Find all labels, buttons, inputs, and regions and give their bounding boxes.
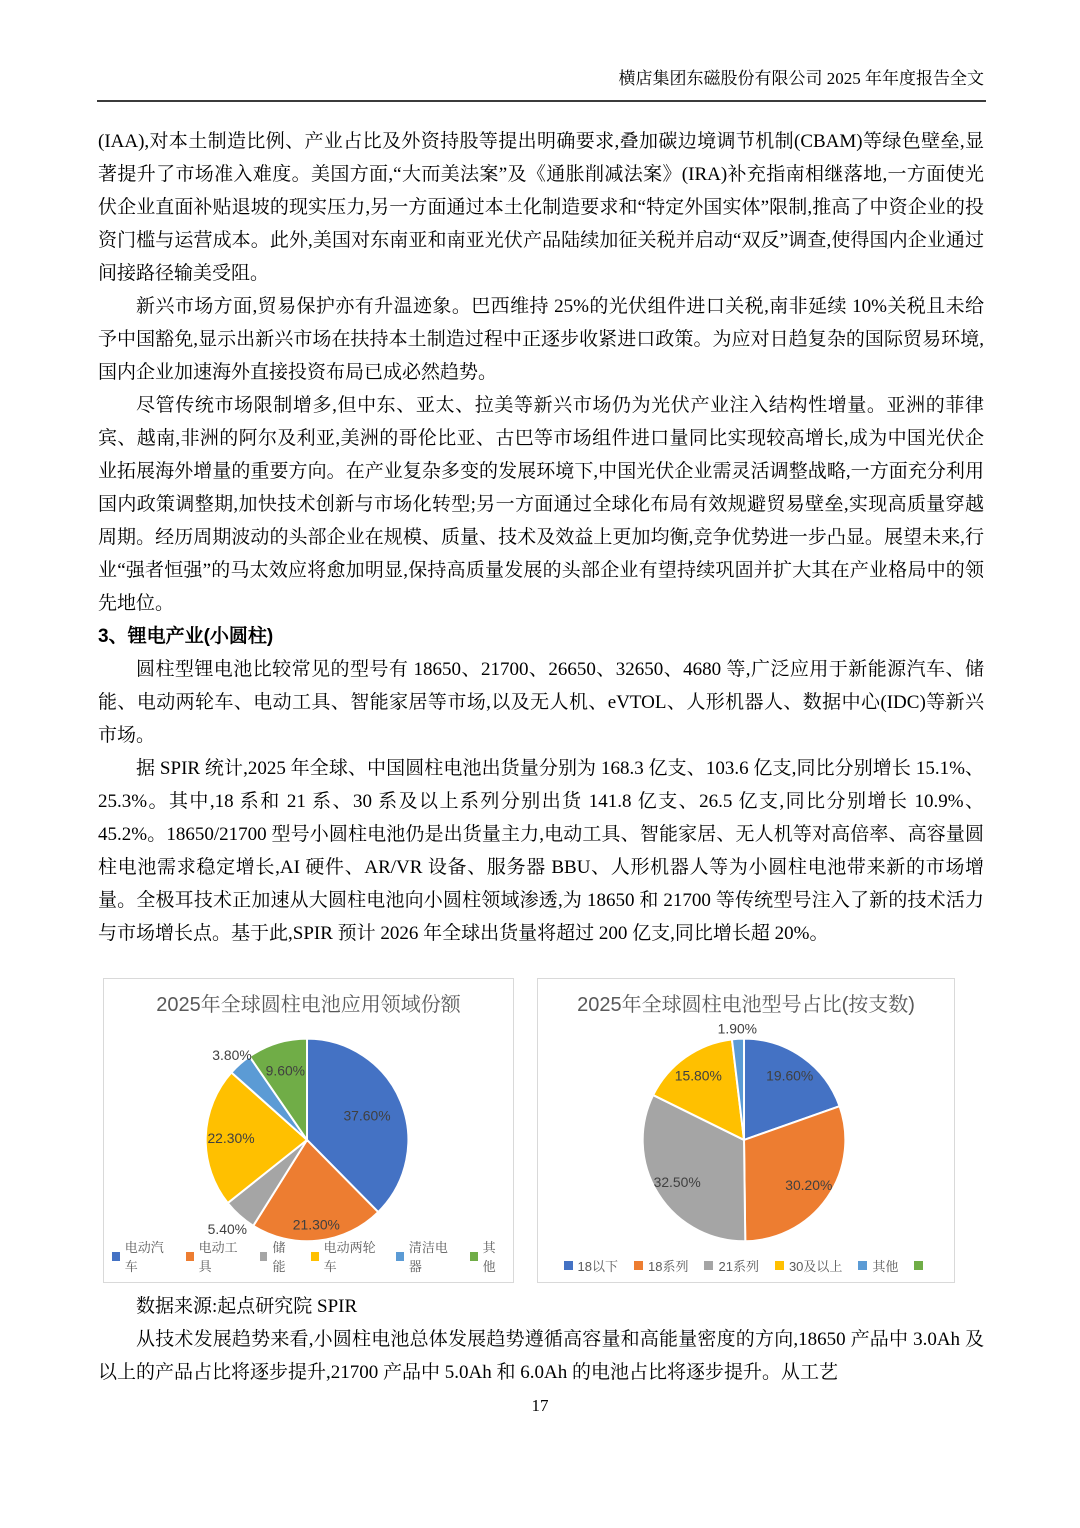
pie-data-label: 15.80%: [674, 1067, 722, 1084]
paragraph-tech-trend: 从技术发展趋势来看,小圆柱电池总体发展趋势遵循高容量和高能量密度的方向,18650 产品中 3.0Ah 及以上的产品占比将逐步提升,21700 产品中 5.0Ah 和 6.0Ah 的电池占比将逐步提升。从工艺: [98, 1329, 984, 1383]
legend-label: 其他: [482, 1240, 496, 1274]
pie-data-label: 21.30%: [292, 1216, 340, 1233]
legend-marker: [564, 1261, 573, 1270]
paragraph-cylindrical-models: 圆柱型锂电池比较常见的型号有 18650、21700、26650、32650、4680 等,广泛应用于新能源汽车、储能、电动两轮车、电动工具、智能家居等市场,以及无人机、eVTOL、人形机器人、数据中心(IDC)等新兴市场。: [98, 659, 984, 746]
legend-item: [564, 1256, 618, 1275]
chart-title: 2025年全球圆柱电池应用领域份额: [156, 994, 461, 1016]
page-header: 横店集团东磁股份有限公司 2025 年年度报告全文: [618, 69, 984, 88]
data-source-caption: 数据来源:起点研究院 SPIR: [136, 1296, 358, 1317]
legend-item: [260, 1237, 295, 1275]
pie-chart-model-share: [537, 978, 955, 1283]
legend-marker: [775, 1261, 784, 1270]
legend-marker: [470, 1252, 478, 1261]
legend-item: [186, 1237, 244, 1275]
pie-canvas: [538, 979, 954, 1282]
legend-label: 电动汽车: [124, 1240, 164, 1274]
pie-data-label: 32.50%: [653, 1174, 701, 1191]
pie-data-label: 5.40%: [207, 1221, 248, 1238]
legend-marker: [858, 1261, 867, 1270]
legend-label: 30及以上: [788, 1259, 843, 1274]
legend-marker: [634, 1261, 643, 1270]
legend-label: 21系列: [718, 1259, 759, 1274]
legend-label: 电动工具: [198, 1240, 238, 1274]
legend-item: [634, 1256, 688, 1275]
legend-marker: [311, 1252, 319, 1261]
legend-item: [311, 1237, 380, 1275]
pie-svg: [538, 979, 954, 1282]
header-rule: [97, 100, 986, 102]
chart-legend: [538, 1256, 954, 1275]
legend-marker: [260, 1252, 268, 1261]
legend-marker: [396, 1252, 404, 1261]
legend-label: 清洁电器: [408, 1240, 448, 1274]
pie-data-label: 22.30%: [207, 1129, 255, 1146]
pie-data-label: 37.60%: [343, 1107, 391, 1124]
pie-data-label: 19.60%: [766, 1067, 814, 1084]
legend-item: [396, 1237, 454, 1275]
legend-item: [775, 1256, 842, 1275]
paragraph-policy-continuation: (IAA),对本土制造比例、产业占比及外资持股等提出明确要求,叠加碳边境调节机制(CBAM)等绿色壁垒,显著提升了市场准入难度。美国方面,“大而美法案”及《通胀削减法案》(IRA)补充指南相继落地,一方面使光伏企业直面补贴退坡的现实压力,另一方面通过本土化制造要求和“特定外国实体”限制,推高了中资企业的投资门槛与运营成本。此外,美国对东南亚和南亚光伏产品陆续加征关税并启动“双反”调查,使得国内企业通过间接路径输美受阻。: [98, 131, 984, 284]
legend-item: [470, 1237, 505, 1275]
legend-item: [112, 1237, 170, 1275]
chart-title: 2025年全球圆柱电池型号占比(按支数): [577, 994, 915, 1016]
legend-label: 18以下: [577, 1259, 619, 1274]
page-number: 17: [531, 1396, 549, 1415]
legend-item: [914, 1261, 928, 1270]
pie-chart-application-share: [103, 978, 514, 1283]
paragraph-emerging-markets: 新兴市场方面,贸易保护亦有升温迹象。巴西维持 25%的光伏组件进口关税,南非延续 10%关税且未给予中国豁免,显示出新兴市场在扶持本土制造过程中正逐步收紧进口政策。为应对日趋复杂的国际贸易环境,国内企业加速海外直接投资布局已成必然趋势。: [98, 296, 984, 383]
legend-marker: [704, 1261, 713, 1270]
section-heading-lithium: 3、锂电产业(小圆柱): [98, 626, 274, 647]
legend-marker: [186, 1252, 194, 1261]
pie-data-label: 30.20%: [785, 1177, 833, 1194]
pie-data-label: 1.90%: [717, 1020, 758, 1037]
legend-label: 18系列: [648, 1259, 689, 1274]
legend-label: 其他: [872, 1259, 899, 1274]
legend-item: [704, 1256, 758, 1275]
paragraph-market-outlook: 尽管传统市场限制增多,但中东、亚太、拉美等新兴市场仍为光伏产业注入结构性增量。亚洲的菲律宾、越南,非洲的阿尔及利亚,美洲的哥伦比亚、古巴等市场组件进口量同比实现较高增长,成为中国光伏企业拓展海外增量的重要方向。在产业复杂多变的发展环境下,中国光伏企业需灵活调整战略,一方面充分利用国内政策调整期,加快技术创新与市场化转型;另一方面通过全球化布局有效规避贸易壁垒,实现高质量穿越周期。经历周期波动的头部企业在规模、质量、技术及效益上更加均衡,竞争优势进一步凸显。展望未来,行业“强者恒强”的马太效应将愈加明显,保持高质量发展的头部企业有望持续巩固并扩大其在产业格局中的领先地位。: [98, 395, 984, 614]
chart-legend: [104, 1237, 513, 1275]
legend-marker: [112, 1252, 120, 1261]
legend-item: [858, 1256, 898, 1275]
paragraph-spir-statistics: 据 SPIR 统计,2025 年全球、中国圆柱电池出货量分别为 168.3 亿支、103.6 亿支,同比分别增长 15.1%、25.3%。其中,18 系和 21 系、30 系及以上系列分别出货 141.8 亿支、26.5 亿支,同比分别增长 10.9%、45.2%。18650/21700 型号小圆柱电池仍是出货量主力,电动工具、智能家居、无人机等对高倍率、高容量圆柱电池需求稳定增长,AI 硬件、AR/VR 设备、服务器 BBU、人形机器人等为小圆柱电池带来新的市场增量。全极耳技术正加速从大圆柱电池向小圆柱领域渗透,为 18650 和 21700 等传统型号注入了新的技术活力与市场增长点。基于此,SPIR 预计 2026 年全球出货量将超过 200 亿支,同比增长超 20%。: [98, 758, 984, 944]
pie-data-label: 3.80%: [212, 1046, 252, 1063]
legend-marker: [914, 1261, 923, 1270]
legend-label: 电动两轮车: [323, 1240, 376, 1274]
pie-data-label: 9.60%: [265, 1062, 306, 1079]
legend-label: 储能: [272, 1240, 286, 1274]
